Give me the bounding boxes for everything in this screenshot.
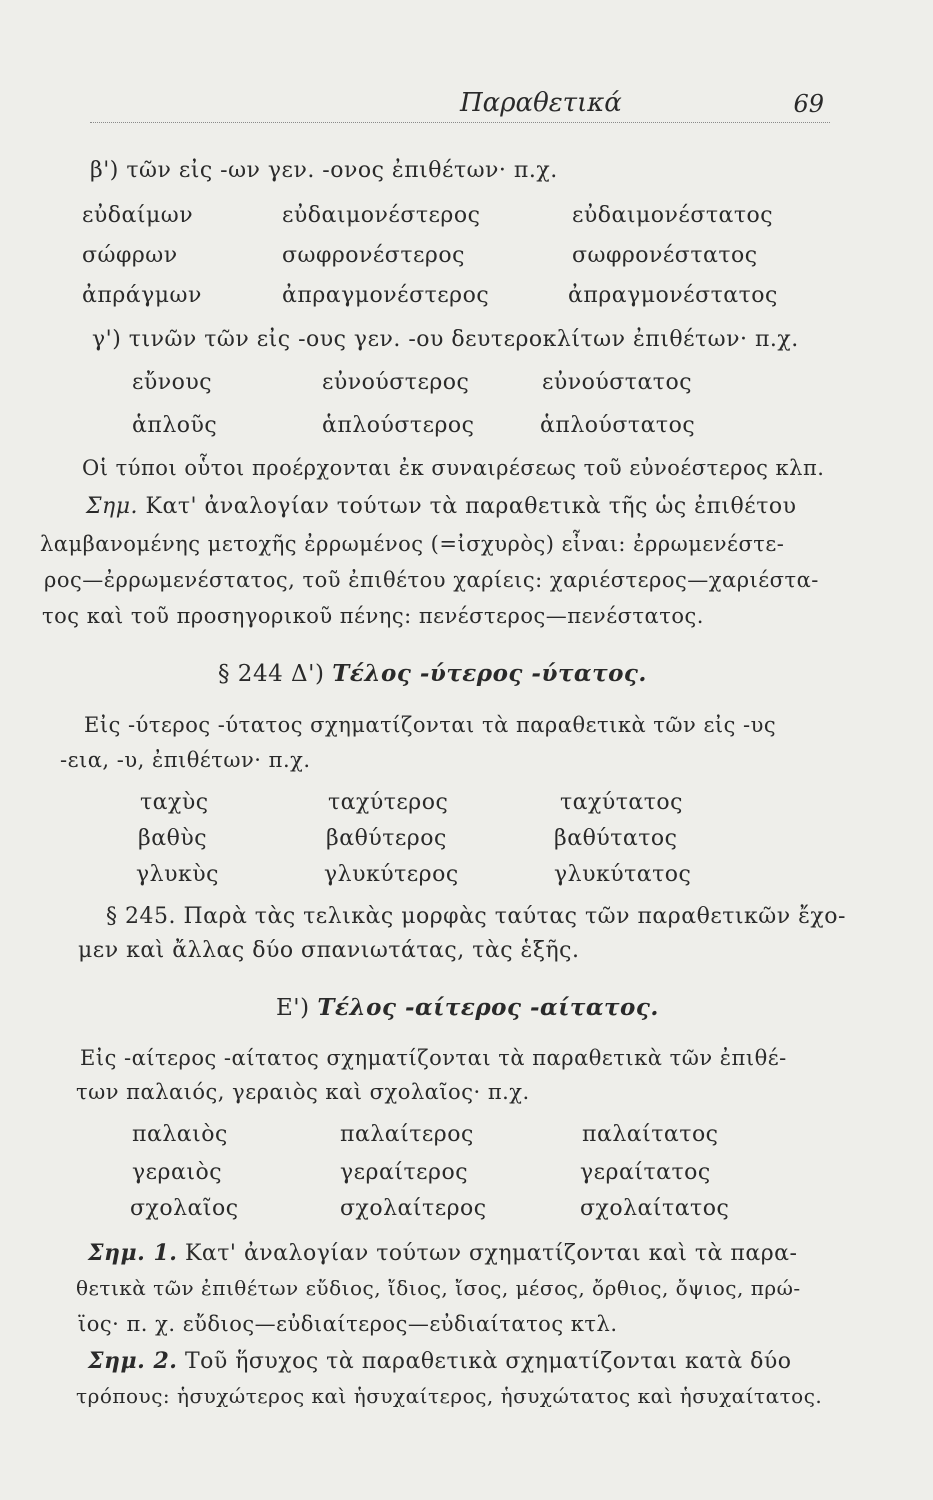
section-244-title: Τέλος -ύτερος -ύτατος. xyxy=(332,660,647,687)
section-244-intro-2: -εια, -υ, ἐπιθέτων· π.χ. xyxy=(60,748,311,772)
note-2-text: Τοῦ ἥσυχος τὰ παραθετικὰ σχηματίζονται κατὰ δύο xyxy=(184,1349,792,1374)
note-line-3: ρος—ἐρρωμενέστατος, τοῦ ἐπιθέτου χαρίεις: χαριέστερος—χαριέστα- xyxy=(44,568,819,592)
section-e-heading xyxy=(276,994,659,1021)
table-cell: εὐνούστερος xyxy=(322,370,470,395)
table-cell: ταχύτερος xyxy=(328,790,449,815)
section-245-line-1: § 245. Παρὰ τὰς τελικὰς μορφὰς ταύτας τῶν παραθετικῶν ἔχο- xyxy=(106,904,846,929)
page-header xyxy=(90,88,830,123)
section-e-intro-1: Εἰς -αίτερος -αίτατος σχηματίζονται τὰ παραθετικὰ τῶν ἐπιθέ- xyxy=(80,1046,787,1070)
section-244-heading xyxy=(218,660,647,687)
table-cell: σωφρονέστερος xyxy=(282,243,465,268)
page-number: 69 xyxy=(793,90,824,118)
table-cell: εὔνους xyxy=(132,370,213,395)
note-1-line-2: θετικὰ τῶν ἐπιθέτων εὔδιος, ἴδιος, ἴσος, μέσος, ὄρθιος, ὄψιος, πρώ- xyxy=(76,1276,801,1300)
note-1-line-3: ϊος· π. χ. εὔδιος—εὐδιαίτερος—εὐδιαίτατος κτλ. xyxy=(78,1312,618,1336)
table-cell: εὐδαιμονέστατος xyxy=(572,203,774,228)
note-1-label: Σημ. 1. xyxy=(88,1240,178,1266)
section-e-num: Ε') xyxy=(276,995,310,1021)
section-c-note: Οἱ τύποι οὗτοι προέρχονται ἐκ συναιρέσεως τοῦ εὐνοέστερος κλπ. xyxy=(82,456,825,480)
section-244-intro-1: Εἰς -ύτερος -ύτατος σχηματίζονται τὰ παραθετικὰ τῶν εἰς -υς xyxy=(84,713,777,737)
table-cell: σώφρων xyxy=(82,243,178,268)
note-line-2: λαμβανομένης μετοχῆς ἐρρωμένος (=ἰσχυρὸς) εἶναι: ἐρρωμενέστε- xyxy=(40,532,785,556)
table-cell: ἁπλούστατος xyxy=(540,413,696,438)
table-cell: ἁπλοῦς xyxy=(132,413,218,438)
section-c-intro: γ') τινῶν τῶν εἰς -ους γεν. -ου δευτεροκλίτων ἐπιθέτων· π.χ. xyxy=(92,327,799,352)
note-line-4: τος καὶ τοῦ προσηγορικοῦ πένης: πενέστερος—πενέστατος. xyxy=(42,604,704,628)
table-cell: γλυκύτερος xyxy=(324,862,459,887)
note-2-line-1 xyxy=(88,1348,792,1374)
note-1-line-1 xyxy=(88,1240,797,1266)
note-2-label: Σημ. 2. xyxy=(88,1348,178,1374)
table-cell: σχολαίτερος xyxy=(340,1196,487,1221)
note-2-line-2: τρόπους: ἡσυχώτερος καὶ ἡσυχαίτερος, ἡσυχώτατος καὶ ἡσυχαίτατος. xyxy=(76,1384,823,1408)
table-cell: σωφρονέστατος xyxy=(572,243,758,268)
note-1-text: Κατ' ἀναλογίαν τούτων σχηματίζονται καὶ τὰ παρα- xyxy=(184,1241,798,1266)
running-title: Παραθετικά xyxy=(460,88,622,118)
table-cell: βαθὺς xyxy=(138,826,208,851)
table-cell: παλαίτατος xyxy=(582,1122,719,1147)
table-cell: παλαιὸς xyxy=(132,1122,228,1147)
table-cell: ἀπραγμονέστερος xyxy=(282,283,490,308)
note-label: Σημ. xyxy=(86,494,139,519)
table-cell: βαθύτατος xyxy=(554,826,678,851)
section-245-line-2: μεν καὶ ἄλλας δύο σπανιωτάτας, τὰς ἑξῆς. xyxy=(78,938,580,963)
table-cell: εὐνούστατος xyxy=(542,370,693,395)
section-244-num: § 244 Δ') xyxy=(218,661,325,687)
table-cell: ἁπλούστερος xyxy=(322,413,475,438)
note-line-1 xyxy=(86,494,796,519)
table-cell: ταχύτατος xyxy=(560,790,683,815)
table-cell: εὐδαιμονέστερος xyxy=(282,203,481,228)
section-b-intro: β') τῶν εἰς -ων γεν. -ονος ἐπιθέτων· π.χ. xyxy=(90,158,558,183)
table-cell: γεραιὸς xyxy=(132,1160,223,1185)
table-cell: γεραίτατος xyxy=(580,1160,711,1185)
table-cell: γεραίτερος xyxy=(340,1160,469,1185)
table-cell: ταχὺς xyxy=(140,790,209,815)
section-e-title: Τέλος -αίτερος -αίτατος. xyxy=(317,994,659,1021)
table-cell: βαθύτερος xyxy=(326,826,447,851)
table-cell: παλαίτερος xyxy=(340,1122,474,1147)
table-cell: εὐδαίμων xyxy=(82,203,194,228)
table-cell: ἀπραγμονέστατος xyxy=(568,283,778,308)
table-cell: γλυκὺς xyxy=(136,862,219,887)
note-text: Κατ' ἀναλογίαν τούτων τὰ παραθετικὰ τῆς ὡς ἐπιθέτου xyxy=(145,494,797,519)
table-cell: σχολαίτατος xyxy=(580,1196,730,1221)
table-cell: σχολαῖος xyxy=(130,1196,239,1221)
table-cell: ἀπράγμων xyxy=(82,283,202,308)
table-cell: γλυκύτατος xyxy=(554,862,692,887)
section-e-intro-2: των παλαιός, γεραιὸς καὶ σχολαῖος· π.χ. xyxy=(76,1080,530,1104)
